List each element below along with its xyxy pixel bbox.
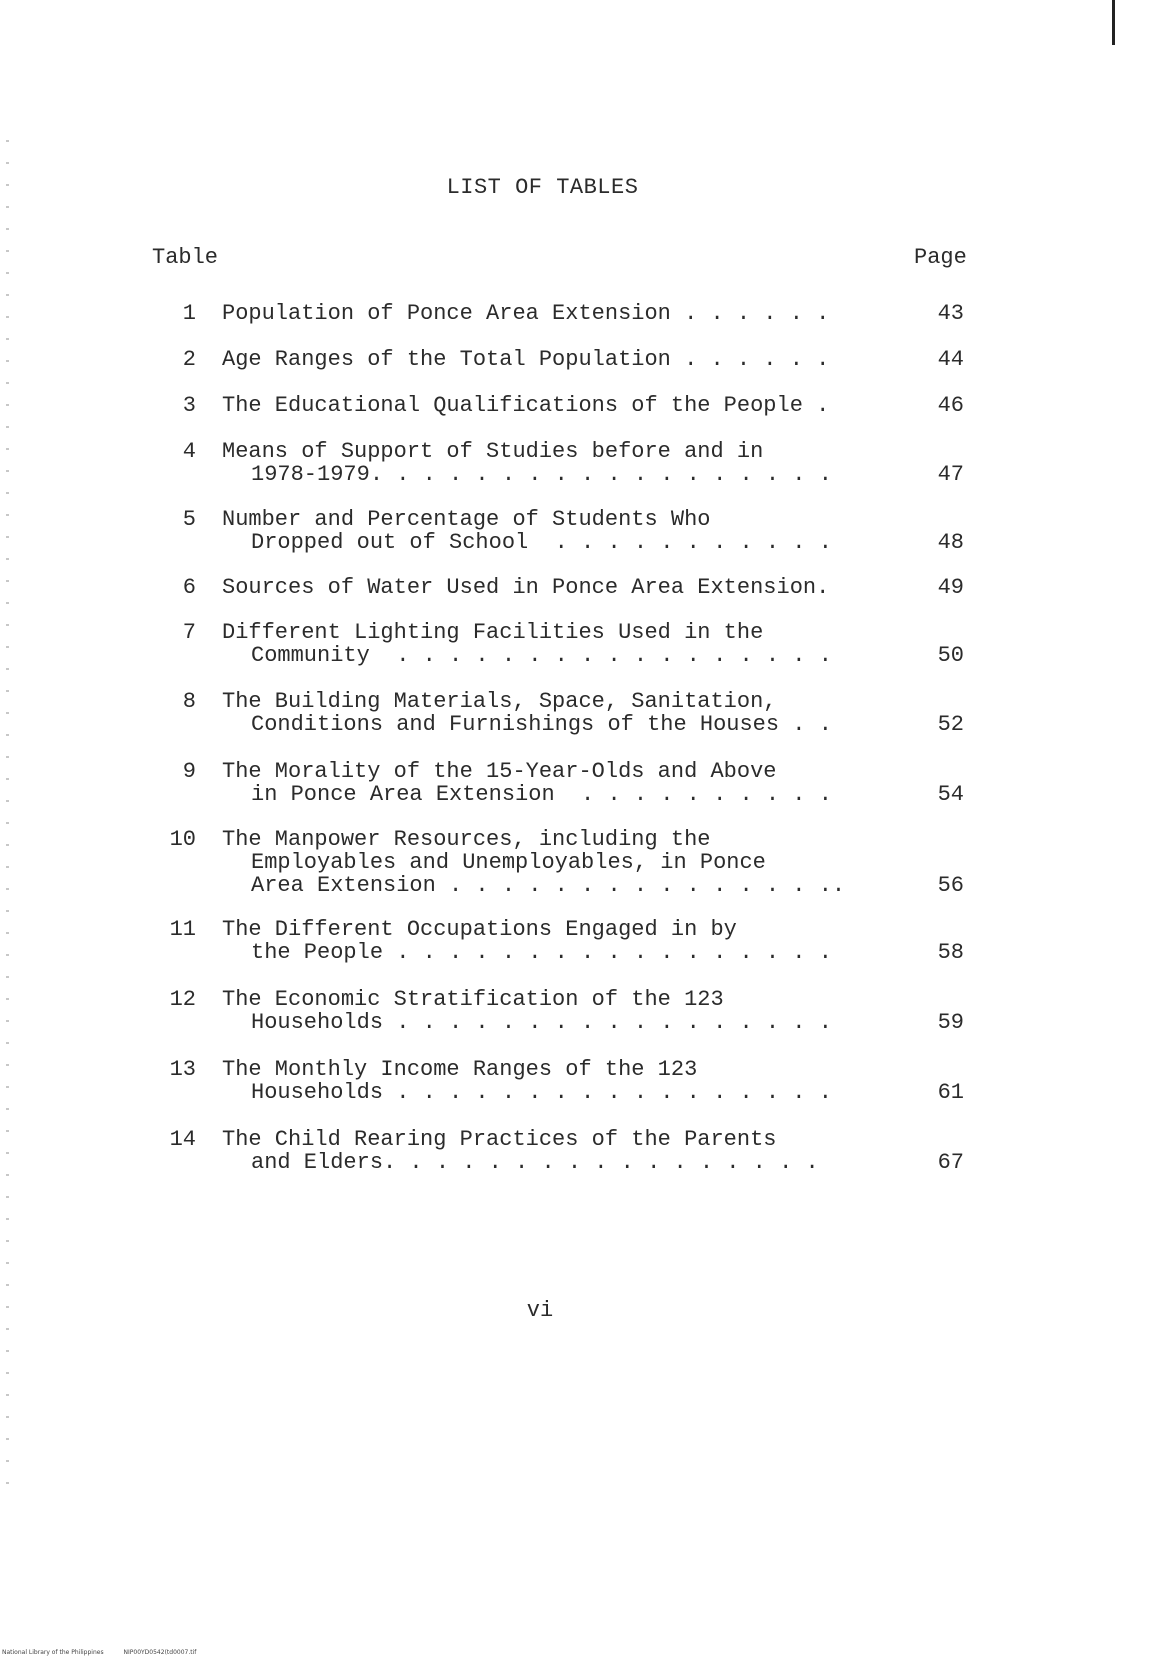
- entry-title: The Educational Qualifications of the People .: [222, 393, 830, 418]
- entry-page: 46: [937, 393, 964, 418]
- entry-title: The Building Materials, Space, Sanitation, Conditions and Furnishings of the Houses . .: [222, 689, 832, 737]
- entry-page: 43: [937, 301, 964, 326]
- entry-title: The Different Occupations Engaged in by the People . . . . . . . . . . . . . . . . .: [222, 917, 832, 965]
- entry-title: The Morality of the 15-Year-Olds and Above in Ponce Area Extension . . . . . . . . . .: [222, 759, 832, 807]
- entry-page: 54: [937, 782, 964, 807]
- entry-number: 10: [169, 827, 196, 852]
- entry-number: 14: [169, 1127, 196, 1152]
- entry-title: Population of Ponce Area Extension . . . . . .: [222, 301, 830, 326]
- entry-page: 56: [937, 873, 964, 898]
- scan-edge-mark: [1112, 0, 1115, 45]
- page-number: vi: [526, 1298, 554, 1323]
- entry-number: 2: [182, 347, 196, 372]
- scan-margin-artifacts: [6, 140, 9, 1500]
- entry-number: 11: [169, 917, 196, 942]
- entry-page: 48: [937, 530, 964, 555]
- entry-page: 47: [937, 462, 964, 487]
- entry-page: 50: [937, 643, 964, 668]
- entry-page: 49: [937, 575, 964, 600]
- scan-file-id: NIP00YD0542(td0007.tif: [123, 1649, 197, 1656]
- entry-number: 3: [182, 393, 196, 418]
- column-header-table: Table: [152, 245, 219, 270]
- entry-title: Age Ranges of the Total Population . . . . . .: [222, 347, 830, 372]
- entry-title: The Child Rearing Practices of the Parents and Elders. . . . . . . . . . . . . . . . .: [222, 1127, 819, 1175]
- entry-page: 67: [937, 1150, 964, 1175]
- entry-page: 59: [937, 1010, 964, 1035]
- entry-number: 5: [182, 507, 196, 532]
- entry-title: The Economic Stratification of the 123 Households . . . . . . . . . . . . . . . . .: [222, 987, 832, 1035]
- entry-page: 44: [937, 347, 964, 372]
- entry-title: Number and Percentage of Students Who Dropped out of School . . . . . . . . . . .: [222, 507, 832, 555]
- entry-number: 7: [182, 620, 196, 645]
- entry-title: The Monthly Income Ranges of the 123 Households . . . . . . . . . . . . . . . . .: [222, 1057, 832, 1105]
- entry-number: 13: [169, 1057, 196, 1082]
- entry-number: 12: [169, 987, 196, 1012]
- scan-source: National Library of the Philippines: [2, 1649, 104, 1656]
- entry-number: 9: [182, 759, 196, 784]
- entry-page: 58: [937, 940, 964, 965]
- entry-title: Different Lighting Facilities Used in the Community . . . . . . . . . . . . . . . . .: [222, 620, 832, 668]
- page-title: LIST OF TABLES: [446, 175, 639, 200]
- entry-number: 6: [182, 575, 196, 600]
- entry-page: 52: [937, 712, 964, 737]
- entry-title: Means of Support of Studies before and in 1978-1979. . . . . . . . . . . . . . . . . .: [222, 439, 832, 487]
- entry-number: 1: [182, 301, 196, 326]
- entry-number: 4: [182, 439, 196, 464]
- entry-title: Sources of Water Used in Ponce Area Extension.: [222, 575, 830, 600]
- entry-number: 8: [182, 689, 196, 714]
- scan-credit-line: [2, 1649, 214, 1656]
- column-header-page: Page: [914, 245, 967, 270]
- entry-page: 61: [937, 1080, 964, 1105]
- entry-title: The Manpower Resources, including the Employables and Unemployables, in Ponce Area Extension . . . . . . . . . . . . . . ..: [222, 827, 846, 898]
